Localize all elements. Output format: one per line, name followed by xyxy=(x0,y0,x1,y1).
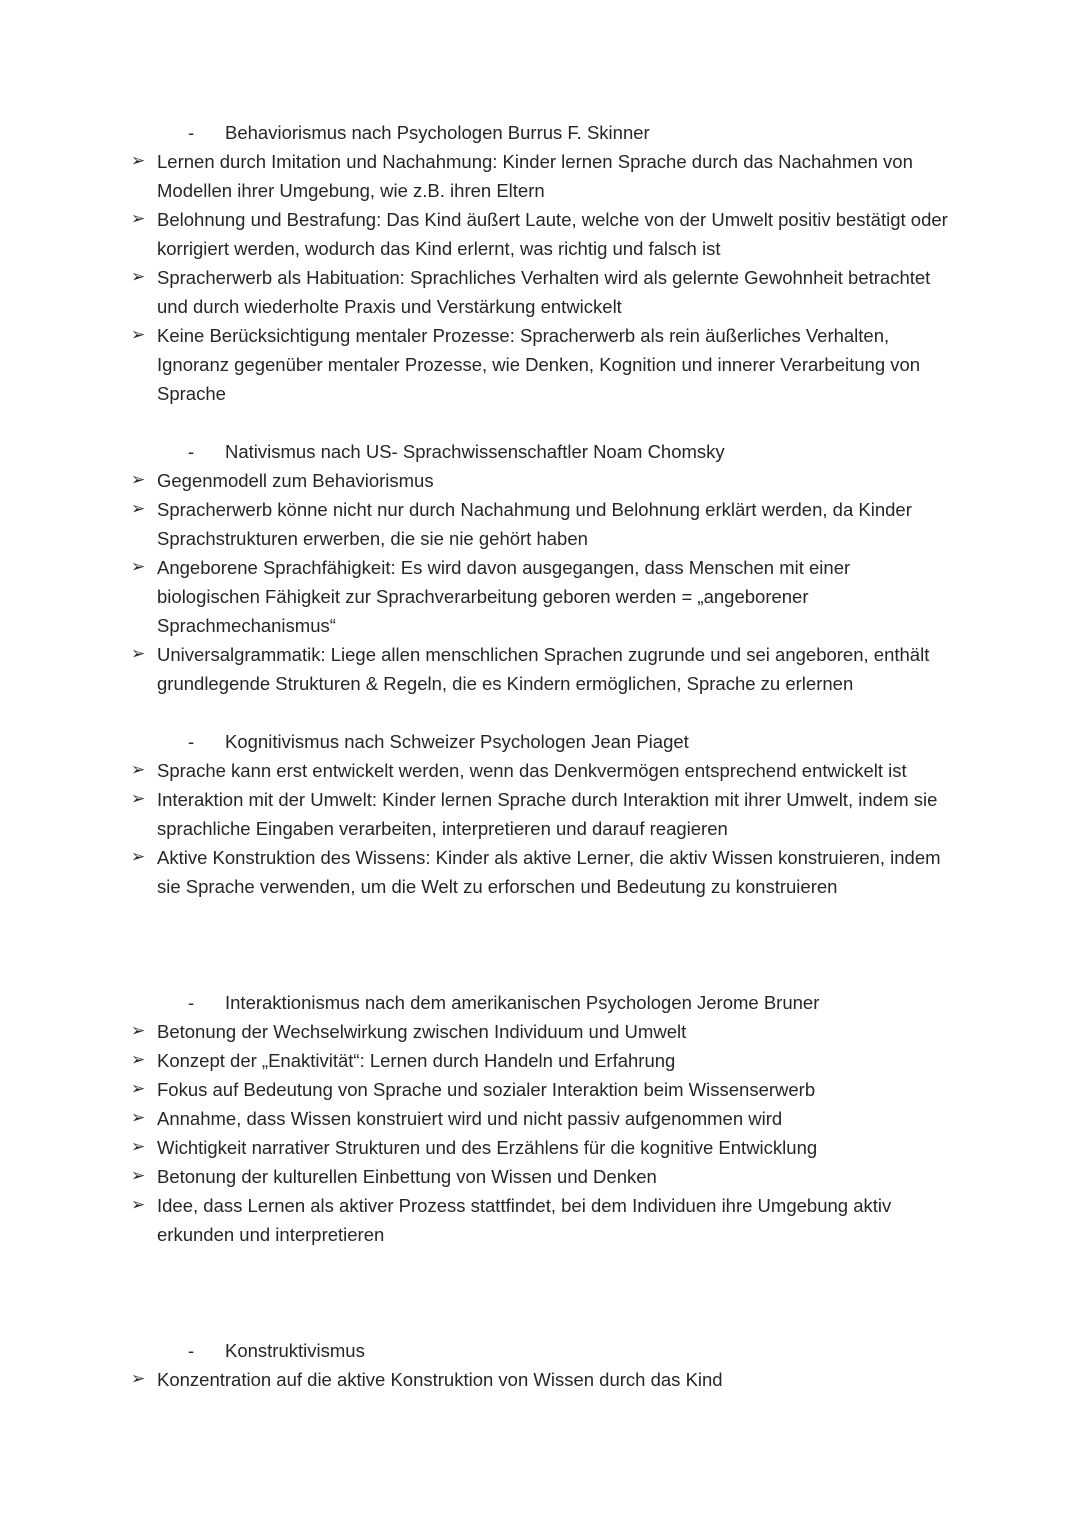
arrow-bullet-icon: ➢ xyxy=(131,789,146,809)
section-konstruktivismus xyxy=(0,1336,1080,1394)
list-item xyxy=(0,1191,1080,1249)
list-item-text: Fokus auf Bedeutung von Sprache und sozialer Interaktion beim Wissenserwerb xyxy=(157,1079,816,1100)
list-item-text: Gegenmodell zum Behaviorismus xyxy=(157,470,434,491)
list-item xyxy=(0,1133,1080,1162)
section-spacer xyxy=(0,901,1080,988)
section-heading-text: Behaviorismus nach Psychologen Burrus F. Skinner xyxy=(225,122,650,143)
arrow-bullet-icon: ➢ xyxy=(131,325,146,345)
arrow-bullet-icon: ➢ xyxy=(131,267,146,287)
dash-marker-icon: - xyxy=(188,731,195,752)
section-heading xyxy=(0,727,1080,756)
arrow-bullet-icon: ➢ xyxy=(131,209,146,229)
arrow-bullet-icon: ➢ xyxy=(131,760,146,780)
section-heading xyxy=(0,988,1080,1017)
list-item-text: Keine Berücksichtigung mentaler Prozesse: Spracherwerb als rein äußerliches Verhalten, Ignoranz gegenüber mentaler Prozesse, wie Denken, Kognition und innerer Verarbeitung von Sprache xyxy=(157,325,921,404)
list-item-text: Konzept der „Enaktivität“: Lernen durch Handeln und Erfahrung xyxy=(157,1050,676,1071)
section-heading-text: Nativismus nach US- Sprachwissenschaftler Noam Chomsky xyxy=(225,441,725,462)
list-item xyxy=(0,785,1080,843)
list-item xyxy=(0,205,1080,263)
section-heading xyxy=(0,437,1080,466)
section-kognitivismus xyxy=(0,727,1080,901)
arrow-bullet-icon: ➢ xyxy=(131,1079,146,1099)
list-item-text: Sprache kann erst entwickelt werden, wenn das Denkvermögen entsprechend entwickelt ist xyxy=(157,760,907,781)
arrow-bullet-icon: ➢ xyxy=(131,1021,146,1041)
list-item xyxy=(0,553,1080,640)
list-item-text: Aktive Konstruktion des Wissens: Kinder als aktive Lerner, die aktiv Wissen konstruieren, indem sie Sprache verwenden, um die Welt zu erforschen und Bedeutung zu konstruieren xyxy=(157,847,941,897)
dash-marker-icon: - xyxy=(188,441,195,462)
list-item-text: Annahme, dass Wissen konstruiert wird und nicht passiv aufgenommen wird xyxy=(157,1108,783,1129)
list-item-text: Belohnung und Bestrafung: Das Kind äußert Laute, welche von der Umwelt positiv bestätigt oder korrigiert werden, wodurch das Kind erlernt, was richtig und falsch ist xyxy=(157,209,948,259)
list-item-text: Interaktion mit der Umwelt: Kinder lernen Sprache durch Interaktion mit ihrer Umwelt, indem sie sprachliche Eingaben verarbeiten, interpretieren und darauf reagieren xyxy=(157,789,938,839)
section-interaktionismus xyxy=(0,988,1080,1249)
section-heading-text: Interaktionismus nach dem amerikanischen Psychologen Jerome Bruner xyxy=(225,992,820,1013)
list-item-text: Lernen durch Imitation und Nachahmung: Kinder lernen Sprache durch das Nachahmen von Modellen ihrer Umgebung, wie z.B. ihren Eltern xyxy=(157,151,913,201)
section-heading-text: Kognitivismus nach Schweizer Psychologen Jean Piaget xyxy=(225,731,689,752)
list-item xyxy=(0,263,1080,321)
arrow-bullet-icon: ➢ xyxy=(131,1137,146,1157)
section-spacer xyxy=(0,1249,1080,1336)
list-item xyxy=(0,1046,1080,1075)
arrow-bullet-icon: ➢ xyxy=(131,557,146,577)
dash-marker-icon: - xyxy=(188,1340,195,1361)
list-item-text: Angeborene Sprachfähigkeit: Es wird davon ausgegangen, dass Menschen mit einer biologischen Fähigkeit zur Sprachverarbeitung geboren werden = „angeborener Sprachmechanismus“ xyxy=(157,557,851,636)
list-item xyxy=(0,843,1080,901)
list-item-text: Universalgrammatik: Liege allen menschlichen Sprachen zugrunde und sei angeboren, enthält grundlegende Strukturen & Regeln, die es Kindern ermöglichen, Sprache zu erlernen xyxy=(157,644,930,694)
list-item-text: Spracherwerb als Habituation: Sprachliches Verhalten wird als gelernte Gewohnheit betrachtet und durch wiederholte Praxis und Verstärkung entwickelt xyxy=(157,267,931,317)
section-heading-text: Konstruktivismus xyxy=(225,1340,365,1361)
section-spacer xyxy=(0,698,1080,727)
list-item xyxy=(0,147,1080,205)
list-item xyxy=(0,321,1080,408)
list-item xyxy=(0,640,1080,698)
list-item xyxy=(0,1017,1080,1046)
list-item-text: Betonung der Wechselwirkung zwischen Individuum und Umwelt xyxy=(157,1021,687,1042)
dash-marker-icon: - xyxy=(188,992,195,1013)
arrow-bullet-icon: ➢ xyxy=(131,1166,146,1186)
document-body xyxy=(0,118,1080,1394)
arrow-bullet-icon: ➢ xyxy=(131,151,146,171)
section-heading xyxy=(0,1336,1080,1365)
list-item xyxy=(0,1075,1080,1104)
section-heading xyxy=(0,118,1080,147)
list-item xyxy=(0,756,1080,785)
arrow-bullet-icon: ➢ xyxy=(131,1195,146,1215)
arrow-bullet-icon: ➢ xyxy=(131,1108,146,1128)
list-item xyxy=(0,1104,1080,1133)
list-item-text: Konzentration auf die aktive Konstruktion von Wissen durch das Kind xyxy=(157,1369,723,1390)
list-item-text: Wichtigkeit narrativer Strukturen und des Erzählens für die kognitive Entwicklung xyxy=(157,1137,818,1158)
arrow-bullet-icon: ➢ xyxy=(131,1369,146,1389)
section-behaviorismus xyxy=(0,118,1080,408)
list-item-text: Spracherwerb könne nicht nur durch Nachahmung und Belohnung erklärt werden, da Kinder Sprachstrukturen erwerben, die sie nie gehört haben xyxy=(157,499,912,549)
list-item-text: Betonung der kulturellen Einbettung von Wissen und Denken xyxy=(157,1166,657,1187)
dash-marker-icon: - xyxy=(188,122,195,143)
list-item xyxy=(0,1162,1080,1191)
section-nativismus xyxy=(0,437,1080,698)
section-spacer xyxy=(0,408,1080,437)
list-item xyxy=(0,495,1080,553)
arrow-bullet-icon: ➢ xyxy=(131,499,146,519)
arrow-bullet-icon: ➢ xyxy=(131,847,146,867)
list-item xyxy=(0,1365,1080,1394)
list-item-text: Idee, dass Lernen als aktiver Prozess stattfindet, bei dem Individuen ihre Umgebung aktiv erkunden und interpretieren xyxy=(157,1195,892,1245)
arrow-bullet-icon: ➢ xyxy=(131,644,146,664)
arrow-bullet-icon: ➢ xyxy=(131,1050,146,1070)
list-item xyxy=(0,466,1080,495)
arrow-bullet-icon: ➢ xyxy=(131,470,146,490)
